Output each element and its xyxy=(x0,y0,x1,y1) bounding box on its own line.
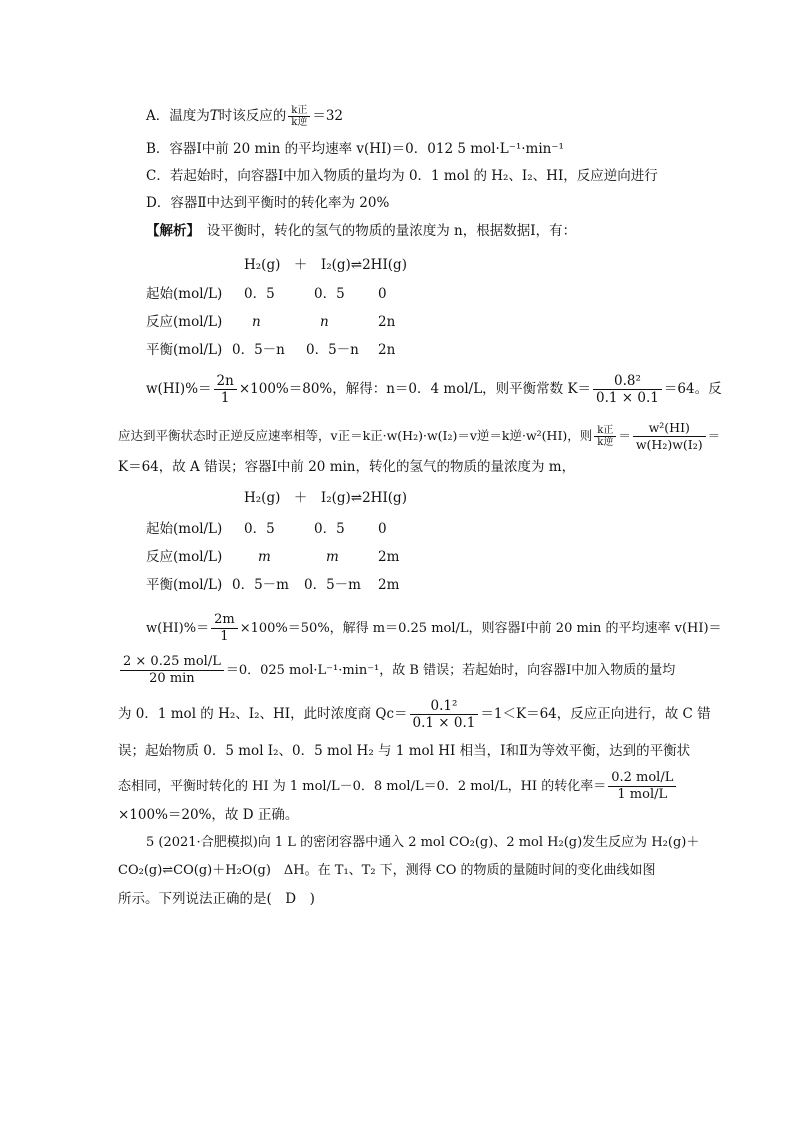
fraction: $\frac{\text{0.2 mol/L}}{\text{1 mol/L}}$ xyxy=(608,770,676,803)
question-5-line-3: 所示。下列说法正确的是( D ) xyxy=(118,891,315,907)
option-b: B．容器Ⅰ中前 20 min 的平均速率 v(HI)＝0．012 5 mol·L⁻¹·min⁻¹ xyxy=(146,141,564,157)
analysis-line-3: K＝64，故 A 错误；容器Ⅰ中前 20 min，转化的氢气的物质的量浓度为 m， xyxy=(118,459,576,475)
analysis-line-4: w(HI)%＝ $\frac{2m}{1}$ ×100%＝50%，解得 m＝0.25 mol/L，则容器Ⅰ中前 20 min 的平均速率 v(HI)＝ xyxy=(146,612,722,644)
question-5-line-1: 5 (2021·合肥模拟)向 1 L 的密闭容器中通入 2 mol CO₂(g)、2 mol H₂(g)发生反应为 H₂(g)＋ xyxy=(146,835,700,850)
fraction: $\frac{\text{w²(HI)}}{\text{w(H₂)w(I₂)}}$ xyxy=(633,420,706,453)
analysis-line-1: w(HI)%＝ $\frac{2n}{1}$ ×100%＝80%，解得：n＝0．4 mol/L，则平衡常数 K＝ $\frac{\text{0.8²}}{0.1 \times 0.1}$ ＝64。反 xyxy=(146,373,722,406)
analysis-line-6: 为 0．1 mol 的 H₂、I₂、HI，此时浓度商 Qc＝ $\frac{\text{0.1²}}{0.1 \times 0.1}$ ＝1＜K＝64，反应正向进行，故 C 错 xyxy=(118,698,711,731)
analysis-line-7: 误；起始物质 0．5 mol I₂、0．5 mol H₂ 与 1 mol HI 相当，Ⅰ和Ⅱ为等效平衡，达到的平衡状 xyxy=(118,743,691,759)
reaction-equation: H₂(g) ＋ I₂(g)⇌2HI(g) xyxy=(244,257,407,273)
fraction: $\frac{2n}{1}$ xyxy=(214,373,237,406)
fraction: $\frac{\text{2 × 0.25 mol/L}}{20 \min}$ xyxy=(120,654,224,687)
fraction: $\frac{\text{k正}}{\text{k逆}}$ xyxy=(288,105,310,128)
analysis-line-8: 态相同，平衡时转化的 HI 为 1 mol/L－0．8 mol/L＝0．2 mol/L，HI 的转化率＝ $\frac{\text{0.2 mol/L}}{\text{1 mol/L}}$ xyxy=(118,770,678,803)
analysis-intro: 【解析】 设平衡时，转化的氢气的物质的量浓度为 n，根据数据Ⅰ，有： xyxy=(146,223,577,239)
reaction-equation: H₂(g) ＋ I₂(g)⇌2HI(g) xyxy=(244,490,407,506)
analysis-line-9: ×100%＝20%，故 D 正确。 xyxy=(118,807,299,823)
fraction: $\frac{2m}{1}$ xyxy=(211,612,238,645)
option-d: D．容器Ⅱ中达到平衡时的转化率为 20% xyxy=(146,195,390,211)
analysis-line-2: 应达到平衡状态时正逆反应速率相等，v正＝k正·w(H₂)·w(I₂)＝v逆＝k逆·w²(HI)，则 $\frac{\text{k正}}{\text{k逆}}$ ＝ $\frac{\text{w²(HI)}}{\text{w(H₂)w(I₂)}}$ ＝ xyxy=(118,420,721,452)
option-c: C．若起始时，向容器Ⅰ中加入物质的量均为 0．1 mol 的 H₂、I₂、HI，反应逆向进行 xyxy=(146,168,658,184)
fraction: $\frac{\text{k正}}{\text{k逆}}$ xyxy=(594,425,616,448)
question-5-line-2: CO₂(g)⇌CO(g)＋H₂O(g) ΔH。在 T₁、T₂ 下，测得 CO 的物质的量随时间的变化曲线如图 xyxy=(118,863,656,878)
analysis-line-5: $\frac{\text{2 × 0.25 mol/L}}{20 \min}$ ＝0．025 mol·L⁻¹·min⁻¹，故 B 错误；若起始时，向容器Ⅰ中加入物质的量均 xyxy=(118,654,675,687)
fraction: $\frac{\text{0.8²}}{0.1 \times 0.1}$ xyxy=(593,373,662,406)
fraction: $\frac{\text{0.1²}}{0.1 \times 0.1}$ xyxy=(410,698,479,731)
option-a: A．温度为T时该反应的 $\frac{\text{k正}}{\text{k逆}}$ ＝32 xyxy=(146,105,344,128)
